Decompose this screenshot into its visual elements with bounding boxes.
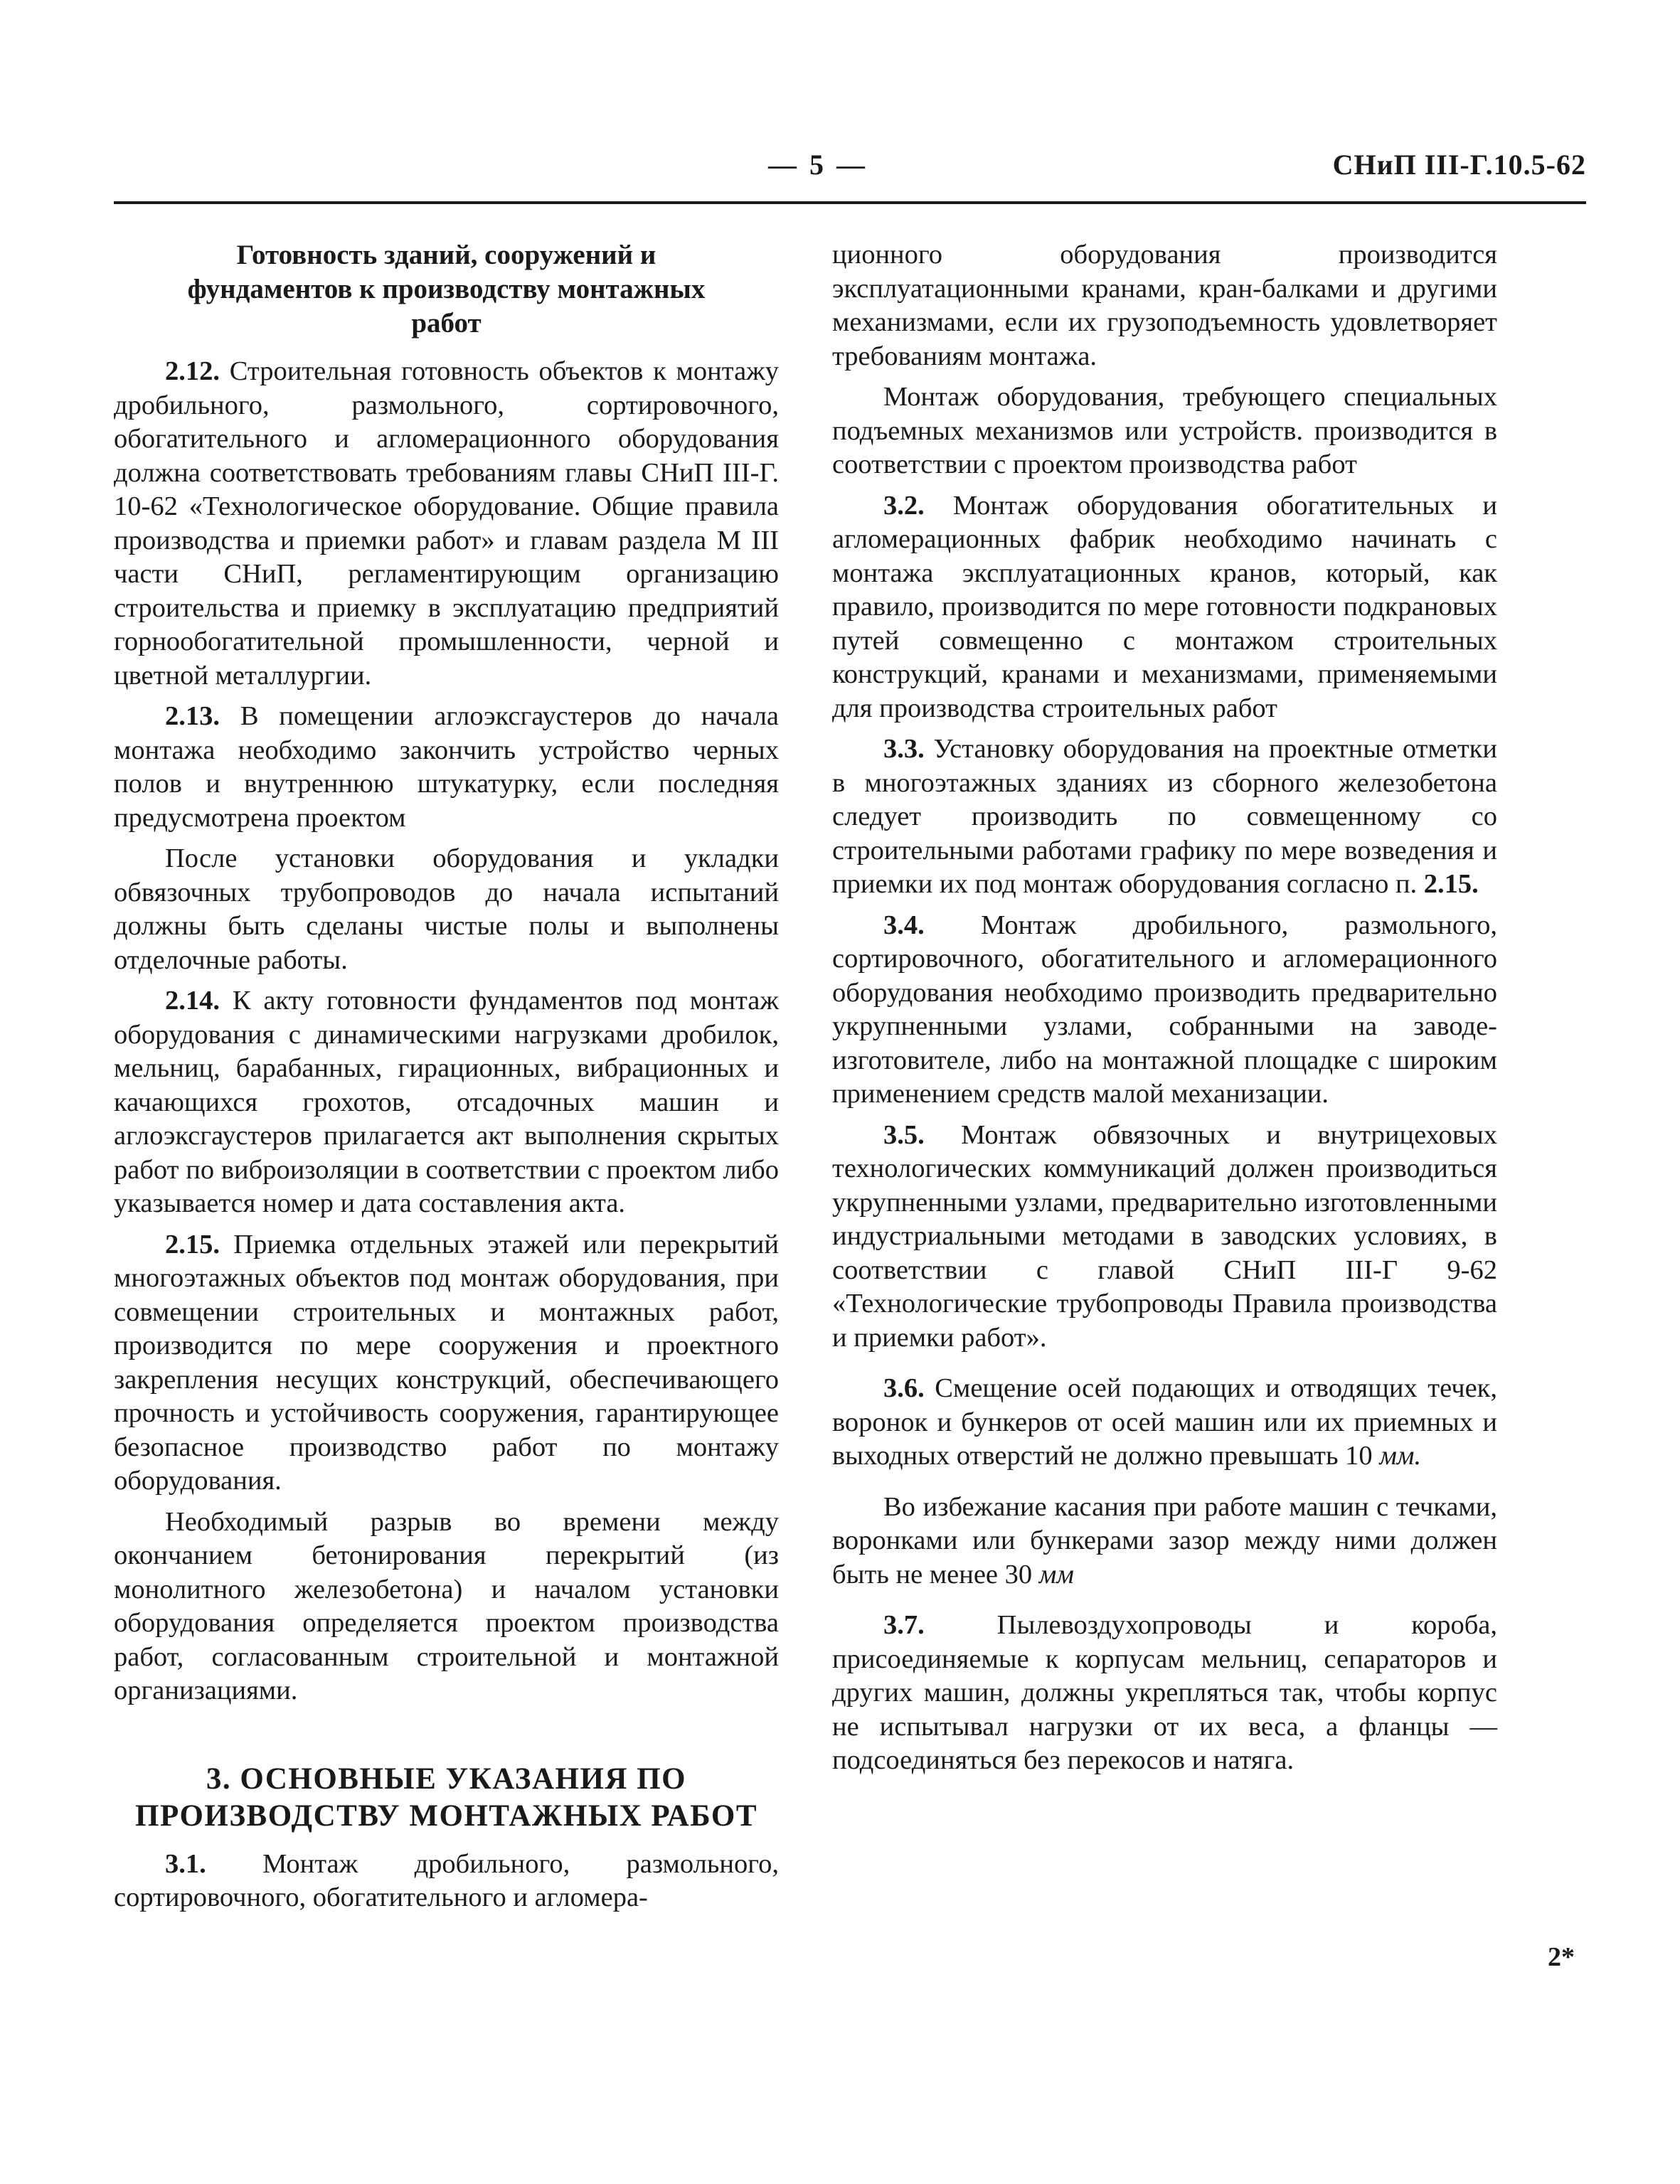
paragraph-text: Установку оборудования на проектные отметки в многоэтажных зданиях из сборного железобетона следует производить по совмещенному со строительными работами графику по мере возведения и приемки их под монтаж оборудования согласно п. [832,734,1497,899]
paragraph-2-13-continued: После установки оборудования и укладки обвязочных трубопроводов до начала испытаний должны быть сделаны чистые полы и выполнены отделочные работы. [114,843,779,975]
paragraph-2-15 [114,1228,779,1498]
paragraph-3-6 [832,1372,1497,1474]
paragraph-text: Монтаж дробильного, размольного, сортировочного, обогатительного и агломерационного оборудования необходимо производить предварительно укрупненными узлами, собранными на заводе-изготовителе, либо на монтажной площадке с широким применением средств малой механизации. [832,910,1497,1109]
paragraph-3-1-continued: ционного оборудования производится эксплуатационными кранами, кран-балками и другими механизмами, если их грузоподъемность удовлетворяет требованиям монтажа. [832,240,1497,371]
paragraph-text: Смещение осей подающих и отводящих течек, воронок и бункеров от осей машин или их приемных и выходных отверстий не должно превышать 10 [832,1373,1497,1471]
left-column [114,238,779,1915]
paragraph-2-13 [114,700,779,835]
paragraph-3-1 [114,1848,779,1915]
unit-label: мм [1038,1559,1074,1589]
document-code: СНиП III-Г.10.5-62 [1332,149,1586,181]
paragraph-3-5 [832,1119,1497,1355]
clause-number: 2.15. [165,1229,220,1259]
clause-number: 3.6. [883,1373,925,1403]
paragraph-2-15-continued: Необходимый разрыв во времени между окончанием бетонирования перекрытий (из монолитного железобетона) и началом установки оборудования определяется проектом производства работ, согласованным строительной и монтажной организациями. [114,1506,779,1705]
paragraph-3-7 [832,1609,1497,1778]
paragraph-2-12 [114,355,779,693]
paragraph-text: Монтаж оборудования обогатительных и агломерационных фабрик необходимо начинать с монтажа эксплуатационных кранов, который, как правило, производится по мере готовности подкрановых путей совмещенно с монтажом строительных конструкций, кранами и механизмами, применяемыми для производства строительных работ [832,490,1497,723]
clause-reference: 2.15. [1423,869,1479,899]
paragraph-3-6-continued [832,1491,1497,1592]
page-number: — 5 — [768,149,868,181]
paragraph-text: Монтаж дробильного, размольного, сортировочного, обогатительного и агломера- [114,1848,779,1912]
clause-number: 3.2. [883,490,925,521]
paragraph-3-3 [832,733,1497,902]
clause-number: 3.5. [883,1119,925,1150]
clause-number: 2.14. [165,986,220,1016]
clause-number: 3.7. [883,1610,925,1640]
paragraph-3-2 [832,489,1497,726]
paragraph-3-4 [832,909,1497,1112]
signature-mark: 2* [1548,1942,1575,1972]
paragraph-2-14 [114,984,779,1221]
paragraph-text: В помещении аглоэксгаустеров до начала монтажа необходимо закончить устройство черных полов и внутреннюю штукатурку, если последняя предусмотрена проектом [114,701,779,833]
clause-number: 3.4. [883,910,925,940]
paragraph-3-1-second: Монтаж оборудования, требующего специальных подъемных механизмов или устройств. производится в соответствии с проектом производства работ [832,382,1497,479]
section-heading-3: 3. ОСНОВНЫЕ УКАЗАНИЯ ПО ПРОИЗВОДСТВУ МОНТАЖНЫХ РАБОТ [135,1762,757,1833]
clause-number: 3.3. [883,734,925,764]
clause-number: 2.13. [165,701,220,731]
paragraph-text: К акту готовности фундаментов под монтаж оборудования с динамическими нагрузками дробилок, мельниц, барабанных, гирационных, вибрационных и качающихся грохотов, отсадочных машин и аглоэксгаустеров прилагается акт выполнения скрытых работ по виброизоляции в соответствии с проектом либо указывается номер и дата составления акта. [114,986,779,1218]
paragraph-text: Строительная готовность объектов к монтажу дробильного, размольного, сортировочного, обогатительного и агломерационного оборудования должна соответствовать требованиям главы СНиП III-Г. 10-62 «Технологическое оборудование. Общие правила производства и приемки работ» и главам раздела М III части СНиП, регламентирующим организацию строительства и приемку в эксплуатацию предприятий горнообогатительной промышленности, черной и цветной металлургии. [114,356,780,691]
paragraph-text: Во избежание касания при работе машин с течками, воронками или бункерами зазор между ними должен быть не менее 30 [832,1491,1497,1589]
header-rule [114,201,1586,204]
paragraph-text: Монтаж обвязочных и внутрицеховых технологических коммуникаций должен производиться укрупненными узлами, предварительно изготовленными индустриальными методами в заводских условиях, в соответствии с главой СНиП III-Г 9-62 «Технологические трубопроводы Правила производства и приемки работ». [832,1119,1497,1353]
paragraph-text: Приемка отдельных этажей или перекрытий многоэтажных объектов под монтаж оборудования, при совмещении строительных и монтажных работ, производится по мере сооружения и проектного закрепления несущих конструкций, обеспечивающего прочность и устойчивость сооружения, гарантирующее безопасное производство работ по монтажу оборудования. [114,1229,780,1496]
subheading-readiness: Готовность зданий, сооружений и фундаментов к производству монтажных работ [187,240,706,339]
clause-number: 2.12. [165,356,220,386]
paragraph-text: Пылевоздухопроводы и короба, присоединяемые к корпусам мельниц, сепараторов и других машин, должны укрепляться так, чтобы корпус не испытывал нагрузки от их веса, а фланцы — подсоединяться без перекосов и натяга. [832,1610,1497,1775]
unit-label: мм. [1379,1441,1422,1471]
right-column [832,238,1497,1778]
clause-number: 3.1. [165,1848,206,1879]
